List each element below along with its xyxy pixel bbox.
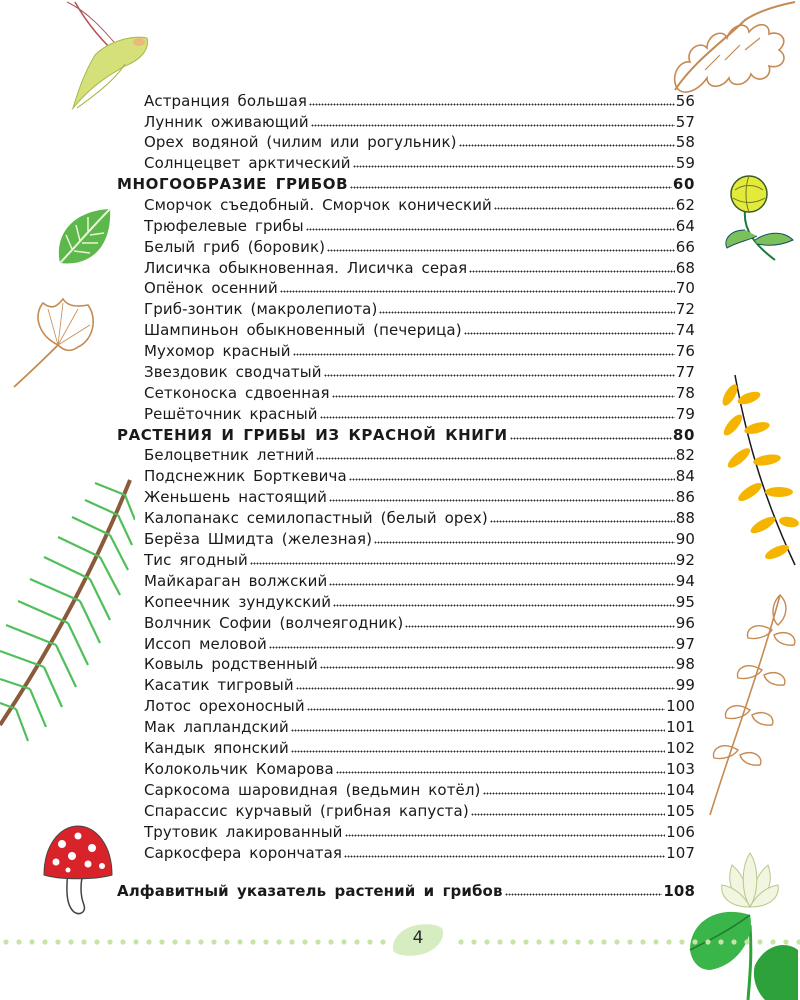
toc-entry-page: 76 bbox=[675, 342, 695, 360]
dot-leader bbox=[333, 604, 675, 607]
toc-entry[interactable] bbox=[144, 465, 695, 485]
dot-leader bbox=[291, 750, 665, 753]
toc-entry-page: 97 bbox=[675, 635, 695, 653]
toc-entry-title: Майкараган волжский bbox=[144, 572, 328, 590]
toc-entry-page: 104 bbox=[666, 781, 695, 799]
dot-leader bbox=[307, 708, 665, 711]
yellow-fern-icon bbox=[715, 370, 800, 570]
toc-entry[interactable] bbox=[144, 653, 695, 673]
dot-leader bbox=[336, 771, 665, 774]
toc-entry[interactable] bbox=[144, 695, 695, 715]
toc-entry[interactable] bbox=[144, 800, 695, 820]
toc-entry-title: Саркосфера корончатая bbox=[144, 844, 343, 862]
toc-entry-title: Спарассис курчавый (грибная капуста) bbox=[144, 802, 469, 820]
toc-entry-page: 68 bbox=[675, 259, 695, 277]
toc-entry-page: 58 bbox=[675, 133, 695, 151]
toc-entry-title: Белый гриб (боровик) bbox=[144, 238, 326, 256]
toc-entry-title: Трюфелевые грибы bbox=[144, 217, 304, 235]
toc-entry-page: 79 bbox=[675, 405, 695, 423]
globeflower-icon bbox=[715, 170, 800, 270]
toc-entry-title: Звездовик сводчатый bbox=[144, 363, 322, 381]
toc-entry[interactable] bbox=[144, 612, 695, 632]
toc-entry-page: 80 bbox=[672, 426, 695, 444]
dot-leader bbox=[350, 186, 672, 189]
toc-entry-title: Калопанакс семилопастный (белый орех) bbox=[144, 509, 488, 527]
toc-entry-title: Тис ягодный bbox=[144, 551, 248, 569]
toc-entry-title: Волчник Софии (волчеягодник) bbox=[144, 614, 404, 632]
toc-entry-page: 86 bbox=[675, 488, 695, 506]
toc-entry-page: 82 bbox=[675, 446, 695, 464]
toc-section[interactable] bbox=[117, 424, 695, 444]
dot-leader bbox=[280, 290, 675, 293]
dot-leader bbox=[483, 792, 666, 795]
toc-entry[interactable] bbox=[144, 382, 695, 402]
toc-entry-page: 107 bbox=[666, 844, 695, 862]
toc-entry[interactable] bbox=[144, 486, 695, 506]
water-lily-icon bbox=[680, 845, 800, 1000]
toc-entry-page: 78 bbox=[675, 384, 695, 402]
toc-entry-title: Берёза Шмидта (железная) bbox=[144, 530, 373, 548]
toc-index-entry[interactable] bbox=[117, 880, 695, 900]
toc-entry-title: Саркосома шаровидная (ведьмин котёл) bbox=[144, 781, 481, 799]
toc-entry[interactable] bbox=[144, 633, 695, 653]
toc-entry-title: Решёточник красный bbox=[144, 405, 318, 423]
toc-entry-page: 72 bbox=[675, 300, 695, 318]
toc-entry-title: Опёнок осенний bbox=[144, 279, 278, 297]
dot-leader bbox=[353, 165, 675, 168]
toc-entry[interactable] bbox=[144, 361, 695, 381]
toc-entry[interactable] bbox=[144, 236, 695, 256]
toc-entry-page: 101 bbox=[666, 718, 695, 736]
toc-entry-page: 59 bbox=[675, 154, 695, 172]
dot-leader bbox=[469, 270, 674, 273]
dot-leader bbox=[349, 478, 675, 481]
toc-entry-title: Сетконоска сдвоенная bbox=[144, 384, 330, 402]
toc-entry-title: Кандык японский bbox=[144, 739, 289, 757]
toc-entry[interactable] bbox=[144, 90, 695, 110]
toc-entry-page: 105 bbox=[666, 802, 695, 820]
dot-leader bbox=[316, 457, 674, 460]
toc-entry[interactable] bbox=[144, 507, 695, 527]
dot-leader bbox=[291, 729, 665, 732]
toc-entry-title: Сморчок съедобный. Сморчок конический bbox=[144, 196, 492, 214]
toc-entry[interactable] bbox=[144, 821, 695, 841]
toc-entry-page: 70 bbox=[675, 279, 695, 297]
dot-leader bbox=[311, 124, 675, 127]
dot-leader bbox=[296, 687, 675, 690]
toc-entry[interactable] bbox=[144, 570, 695, 590]
toc-entry-page: 60 bbox=[672, 175, 695, 193]
toc-entry-title: Ковыль родственный bbox=[144, 655, 318, 673]
dot-leader bbox=[345, 834, 666, 837]
toc-entry-page: 74 bbox=[675, 321, 695, 339]
toc-entry[interactable] bbox=[144, 758, 695, 778]
dot-leader bbox=[459, 144, 675, 147]
toc-entry[interactable] bbox=[144, 591, 695, 611]
toc-entry[interactable] bbox=[144, 152, 695, 172]
toc-entry-title: Женьшень настоящий bbox=[144, 488, 328, 506]
dot-leader bbox=[269, 646, 675, 649]
fir-branch-icon bbox=[0, 475, 135, 745]
toc-entry-title: Гриб-зонтик (макролепиота) bbox=[144, 300, 378, 318]
ginkgo-leaf-icon bbox=[8, 295, 108, 395]
dot-leader bbox=[324, 374, 675, 377]
ash-leaf-icon bbox=[700, 590, 800, 820]
toc-entry-page: 96 bbox=[675, 614, 695, 632]
toc-entry-page: 92 bbox=[675, 551, 695, 569]
dot-leader bbox=[306, 228, 675, 231]
dot-leader bbox=[327, 249, 675, 252]
dot-leader bbox=[320, 416, 675, 419]
toc-entry-title: Алфавитный указатель растений и грибов bbox=[117, 882, 503, 900]
dot-leader bbox=[374, 541, 675, 544]
toc-entry-title: Касатик тигровый bbox=[144, 676, 294, 694]
green-leaf-icon bbox=[52, 205, 117, 270]
toc-entry-title: Лунник оживающий bbox=[144, 113, 309, 131]
toc-entry-title: Лисичка обыкновенная. Лисичка серая bbox=[144, 259, 468, 277]
dot-leader bbox=[293, 353, 675, 356]
toc-entry[interactable] bbox=[144, 319, 695, 339]
toc-entry[interactable] bbox=[144, 131, 695, 151]
dot-leader bbox=[490, 520, 675, 523]
dot-leader bbox=[320, 666, 675, 669]
toc-entry[interactable] bbox=[144, 257, 695, 277]
toc-section[interactable] bbox=[117, 173, 695, 193]
toc-entry-title: МНОГООБРАЗИЕ ГРИБОВ bbox=[117, 175, 349, 193]
dot-leader bbox=[309, 103, 675, 106]
toc-entry[interactable] bbox=[144, 842, 695, 862]
toc-entry[interactable] bbox=[144, 528, 695, 548]
oak-leaf-icon bbox=[665, 0, 800, 110]
toc-entry-title: Иссоп меловой bbox=[144, 635, 267, 653]
toc-entry-title: Копеечник зундукский bbox=[144, 593, 332, 611]
fly-agaric-icon bbox=[40, 820, 115, 920]
toc-entry-page: 88 bbox=[675, 509, 695, 527]
dot-leader bbox=[405, 625, 674, 628]
dot-leader bbox=[510, 437, 672, 440]
toc-entry-title: Орех водяной (чилим или рогульник) bbox=[144, 133, 457, 151]
toc-entry-page: 99 bbox=[675, 676, 695, 694]
toc-entry[interactable] bbox=[144, 403, 695, 423]
toc-entry-page: 100 bbox=[666, 697, 695, 715]
dot-leader bbox=[344, 855, 665, 858]
dot-leader bbox=[494, 207, 675, 210]
toc-entry[interactable] bbox=[144, 194, 695, 214]
toc-entry-title: Шампиньон обыкновенный (печерица) bbox=[144, 321, 462, 339]
page-number: 4 bbox=[412, 928, 424, 948]
toc-entry-page: 84 bbox=[675, 467, 695, 485]
toc-entry-page: 90 bbox=[675, 530, 695, 548]
dot-leader bbox=[505, 893, 663, 896]
toc-entry[interactable] bbox=[144, 298, 695, 318]
toc-entry-title: Мак лапландский bbox=[144, 718, 289, 736]
toc-entry-page: 95 bbox=[675, 593, 695, 611]
dot-leader bbox=[332, 395, 675, 398]
toc-entry[interactable] bbox=[144, 716, 695, 736]
toc-entry-page: 98 bbox=[675, 655, 695, 673]
toc-entry[interactable] bbox=[144, 444, 695, 464]
toc-entry-page: 106 bbox=[666, 823, 695, 841]
toc-entry[interactable] bbox=[144, 340, 695, 360]
dot-leader bbox=[250, 562, 675, 565]
toc-entry-page: 66 bbox=[675, 238, 695, 256]
toc-entry-title: Мухомор красный bbox=[144, 342, 291, 360]
toc-entry-page: 77 bbox=[675, 363, 695, 381]
toc-entry-title: Белоцветник летний bbox=[144, 446, 315, 464]
toc-entry-page: 62 bbox=[675, 196, 695, 214]
toc-entry-page: 56 bbox=[675, 92, 695, 110]
toc-entry-page: 108 bbox=[663, 882, 695, 900]
toc-entry[interactable] bbox=[144, 674, 695, 694]
toc-entry-title: РАСТЕНИЯ И ГРИБЫ ИЗ КРАСНОЙ КНИГИ bbox=[117, 426, 508, 444]
dot-leader bbox=[464, 332, 675, 335]
toc-entry-page: 64 bbox=[675, 217, 695, 235]
dot-leader bbox=[329, 583, 674, 586]
toc-entry-title: Лотос орехоносный bbox=[144, 697, 305, 715]
toc-entry-page: 94 bbox=[675, 572, 695, 590]
toc-entry-title: Солнцецвет арктический bbox=[144, 154, 351, 172]
toc-entry-title: Астранция большая bbox=[144, 92, 308, 110]
dot-leader bbox=[471, 813, 665, 816]
maple-seed-icon bbox=[55, 0, 155, 120]
toc-entry-page: 102 bbox=[666, 739, 695, 757]
toc-entry-page: 57 bbox=[675, 113, 695, 131]
toc-entry-title: Колокольчик Комарова bbox=[144, 760, 334, 778]
toc-entry[interactable] bbox=[144, 779, 695, 799]
toc-entry[interactable] bbox=[144, 549, 695, 569]
dot-leader bbox=[329, 499, 675, 502]
toc-entry-title: Подснежник Борткевича bbox=[144, 467, 347, 485]
toc-entry[interactable] bbox=[144, 111, 695, 131]
toc-entry[interactable] bbox=[144, 737, 695, 757]
toc-entry-title: Трутовик лакированный bbox=[144, 823, 343, 841]
dot-leader bbox=[379, 311, 674, 314]
toc-entry-page: 103 bbox=[666, 760, 695, 778]
toc-entry[interactable] bbox=[144, 215, 695, 235]
toc-entry[interactable] bbox=[144, 277, 695, 297]
